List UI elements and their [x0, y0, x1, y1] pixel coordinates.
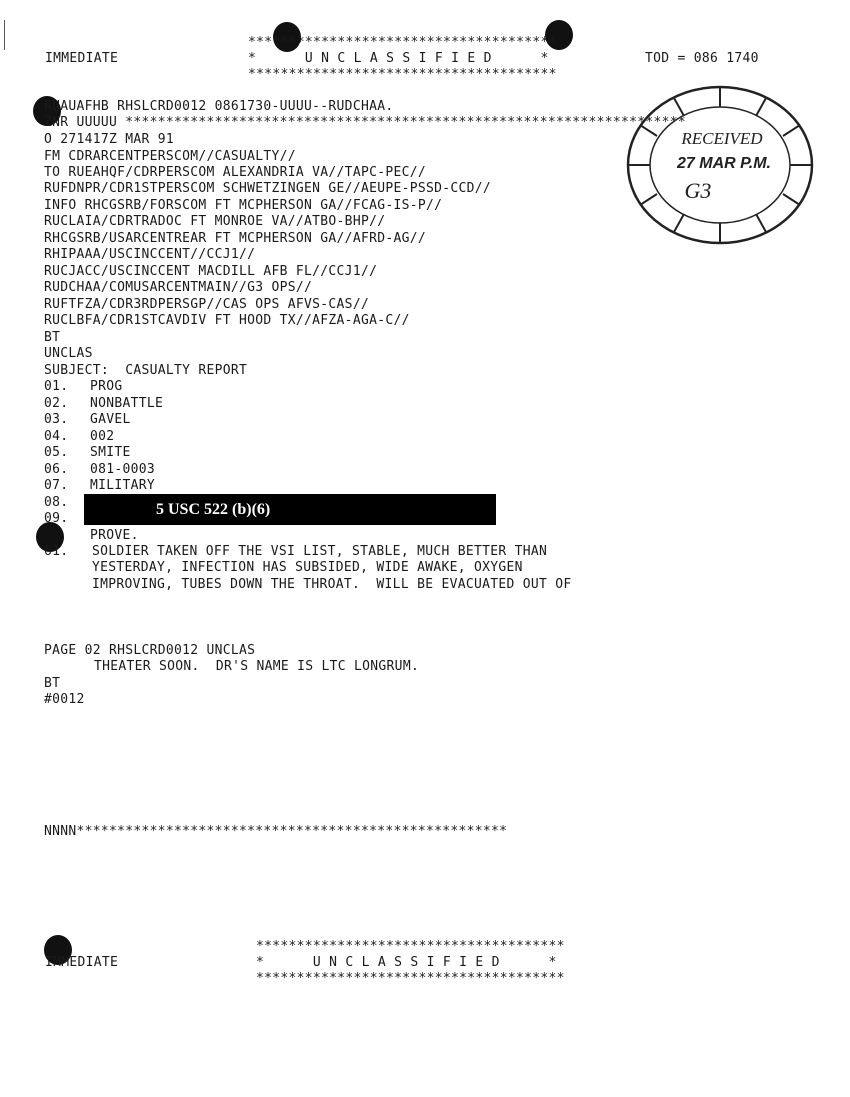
item-number: 09. — [44, 511, 69, 526]
item-number: 08. — [44, 495, 69, 510]
time-of-delivery: TOD = 086 1740 — [645, 51, 759, 66]
item-number: 05. — [44, 445, 69, 460]
item-number: 04. — [44, 429, 69, 444]
stamp-handwritten: G3 — [684, 178, 712, 203]
item-value: MILITARY — [90, 478, 156, 493]
message-line: RUFDNPR/CDR1STPERSCOM SCHWETZINGEN GE//AEUPE-PSSD-CCD// — [44, 181, 491, 196]
message-line: RUCLBFA/CDR1STCAVDIV FT HOOD TX//AFZA-AGA-C// — [44, 313, 410, 328]
item-number: 07. — [44, 478, 69, 493]
redaction-label: 5 USC 522 (b)(6) — [156, 500, 271, 518]
item-value: PROG — [90, 379, 123, 394]
received-stamp — [620, 80, 820, 250]
remarks-line: YESTERDAY, INFECTION HAS SUBSIDED, WIDE AWAKE, OXYGEN — [92, 560, 523, 575]
item-value: NONBATTLE — [90, 396, 164, 411]
item-number: 06. — [44, 462, 69, 477]
item-number: 01. — [44, 379, 69, 394]
message-line: UNCLAS — [44, 346, 93, 361]
remarks-line: SOLDIER TAKEN OFF THE VSI LIST, STABLE, MUCH BETTER THAN — [92, 544, 548, 559]
message-line: FM CDRARCENTPERSCOM//CASUALTY// — [44, 149, 296, 164]
message-line: RUAUAFHB RHSLCRD0012 0861730-UUUU--RUDCHAA. — [44, 99, 394, 114]
page-header: PAGE 02 RHSLCRD0012 UNCLAS — [44, 643, 256, 658]
item-value: GAVEL — [90, 412, 131, 427]
message-line: RHIPAAA/USCINCCENT//CCJ1// — [44, 247, 256, 262]
item-value: SMITE — [90, 445, 131, 460]
item-value: 081-0003 — [90, 462, 156, 477]
precedence-label: IMMEDIATE — [45, 51, 119, 66]
message-line: TO RUEAHQF/CDRPERSCOM ALEXANDRIA VA//TAPC-PEC// — [44, 165, 426, 180]
item-number: 02. — [44, 396, 69, 411]
message-line: ZNR UUUUU ********************************************************************* — [44, 115, 687, 130]
classification-stars-top: ************************************** — [248, 35, 557, 50]
footer-stars-top: ************************************** — [256, 939, 565, 954]
message-line: O 271417Z MAR 91 — [44, 132, 175, 147]
scan-edge-mark — [4, 20, 5, 50]
item-value: PROVE. — [90, 528, 139, 543]
page2-bt: BT — [44, 676, 61, 691]
classification-banner: * U N C L A S S I F I E D * — [248, 51, 549, 66]
item-number: 03. — [44, 412, 69, 427]
remarks-line: IMPROVING, TUBES DOWN THE THROAT. WILL BE EVACUATED OUT OF — [92, 577, 572, 592]
redaction-bar — [84, 494, 496, 525]
footer-precedence-label: IMMEDIATE — [45, 955, 119, 970]
remarks-number: 61. — [44, 544, 69, 559]
footer-classification-banner: * U N C L A S S I F I E D * — [256, 955, 557, 970]
message-line: RHCGSRB/USARCENTREAR FT MCPHERSON GA//AFRD-AG// — [44, 231, 426, 246]
end-of-message: NNNN***************************************************** — [44, 824, 508, 839]
message-line: INFO RHCGSRB/FORSCOM FT MCPHERSON GA//FCAG-IS-P// — [44, 198, 443, 213]
message-line: BT — [44, 330, 61, 345]
message-line: RUDCHAA/COMUSARCENTMAIN//G3 OPS// — [44, 280, 313, 295]
page2-text: THEATER SOON. DR'S NAME IS LTC LONGRUM. — [94, 659, 420, 674]
subject-line: SUBJECT: CASUALTY REPORT — [44, 363, 248, 378]
classification-stars-bottom: ************************************** — [248, 67, 557, 82]
message-line: RUFTFZA/CDR3RDPERSGP//CAS OPS AFVS-CAS// — [44, 297, 370, 312]
message-line: RUCJACC/USCINCCENT MACDILL AFB FL//CCJ1// — [44, 264, 378, 279]
stamp-date: 27 MAR P.M. — [677, 155, 771, 172]
message-line: RUCLAIA/CDRTRADOC FT MONROE VA//ATBO-BHP// — [44, 214, 386, 229]
stamp-word: RECEIVED — [681, 129, 763, 148]
item-value: 002 — [90, 429, 115, 444]
page2-serial: #0012 — [44, 692, 85, 707]
footer-stars-bottom: ************************************** — [256, 971, 565, 986]
